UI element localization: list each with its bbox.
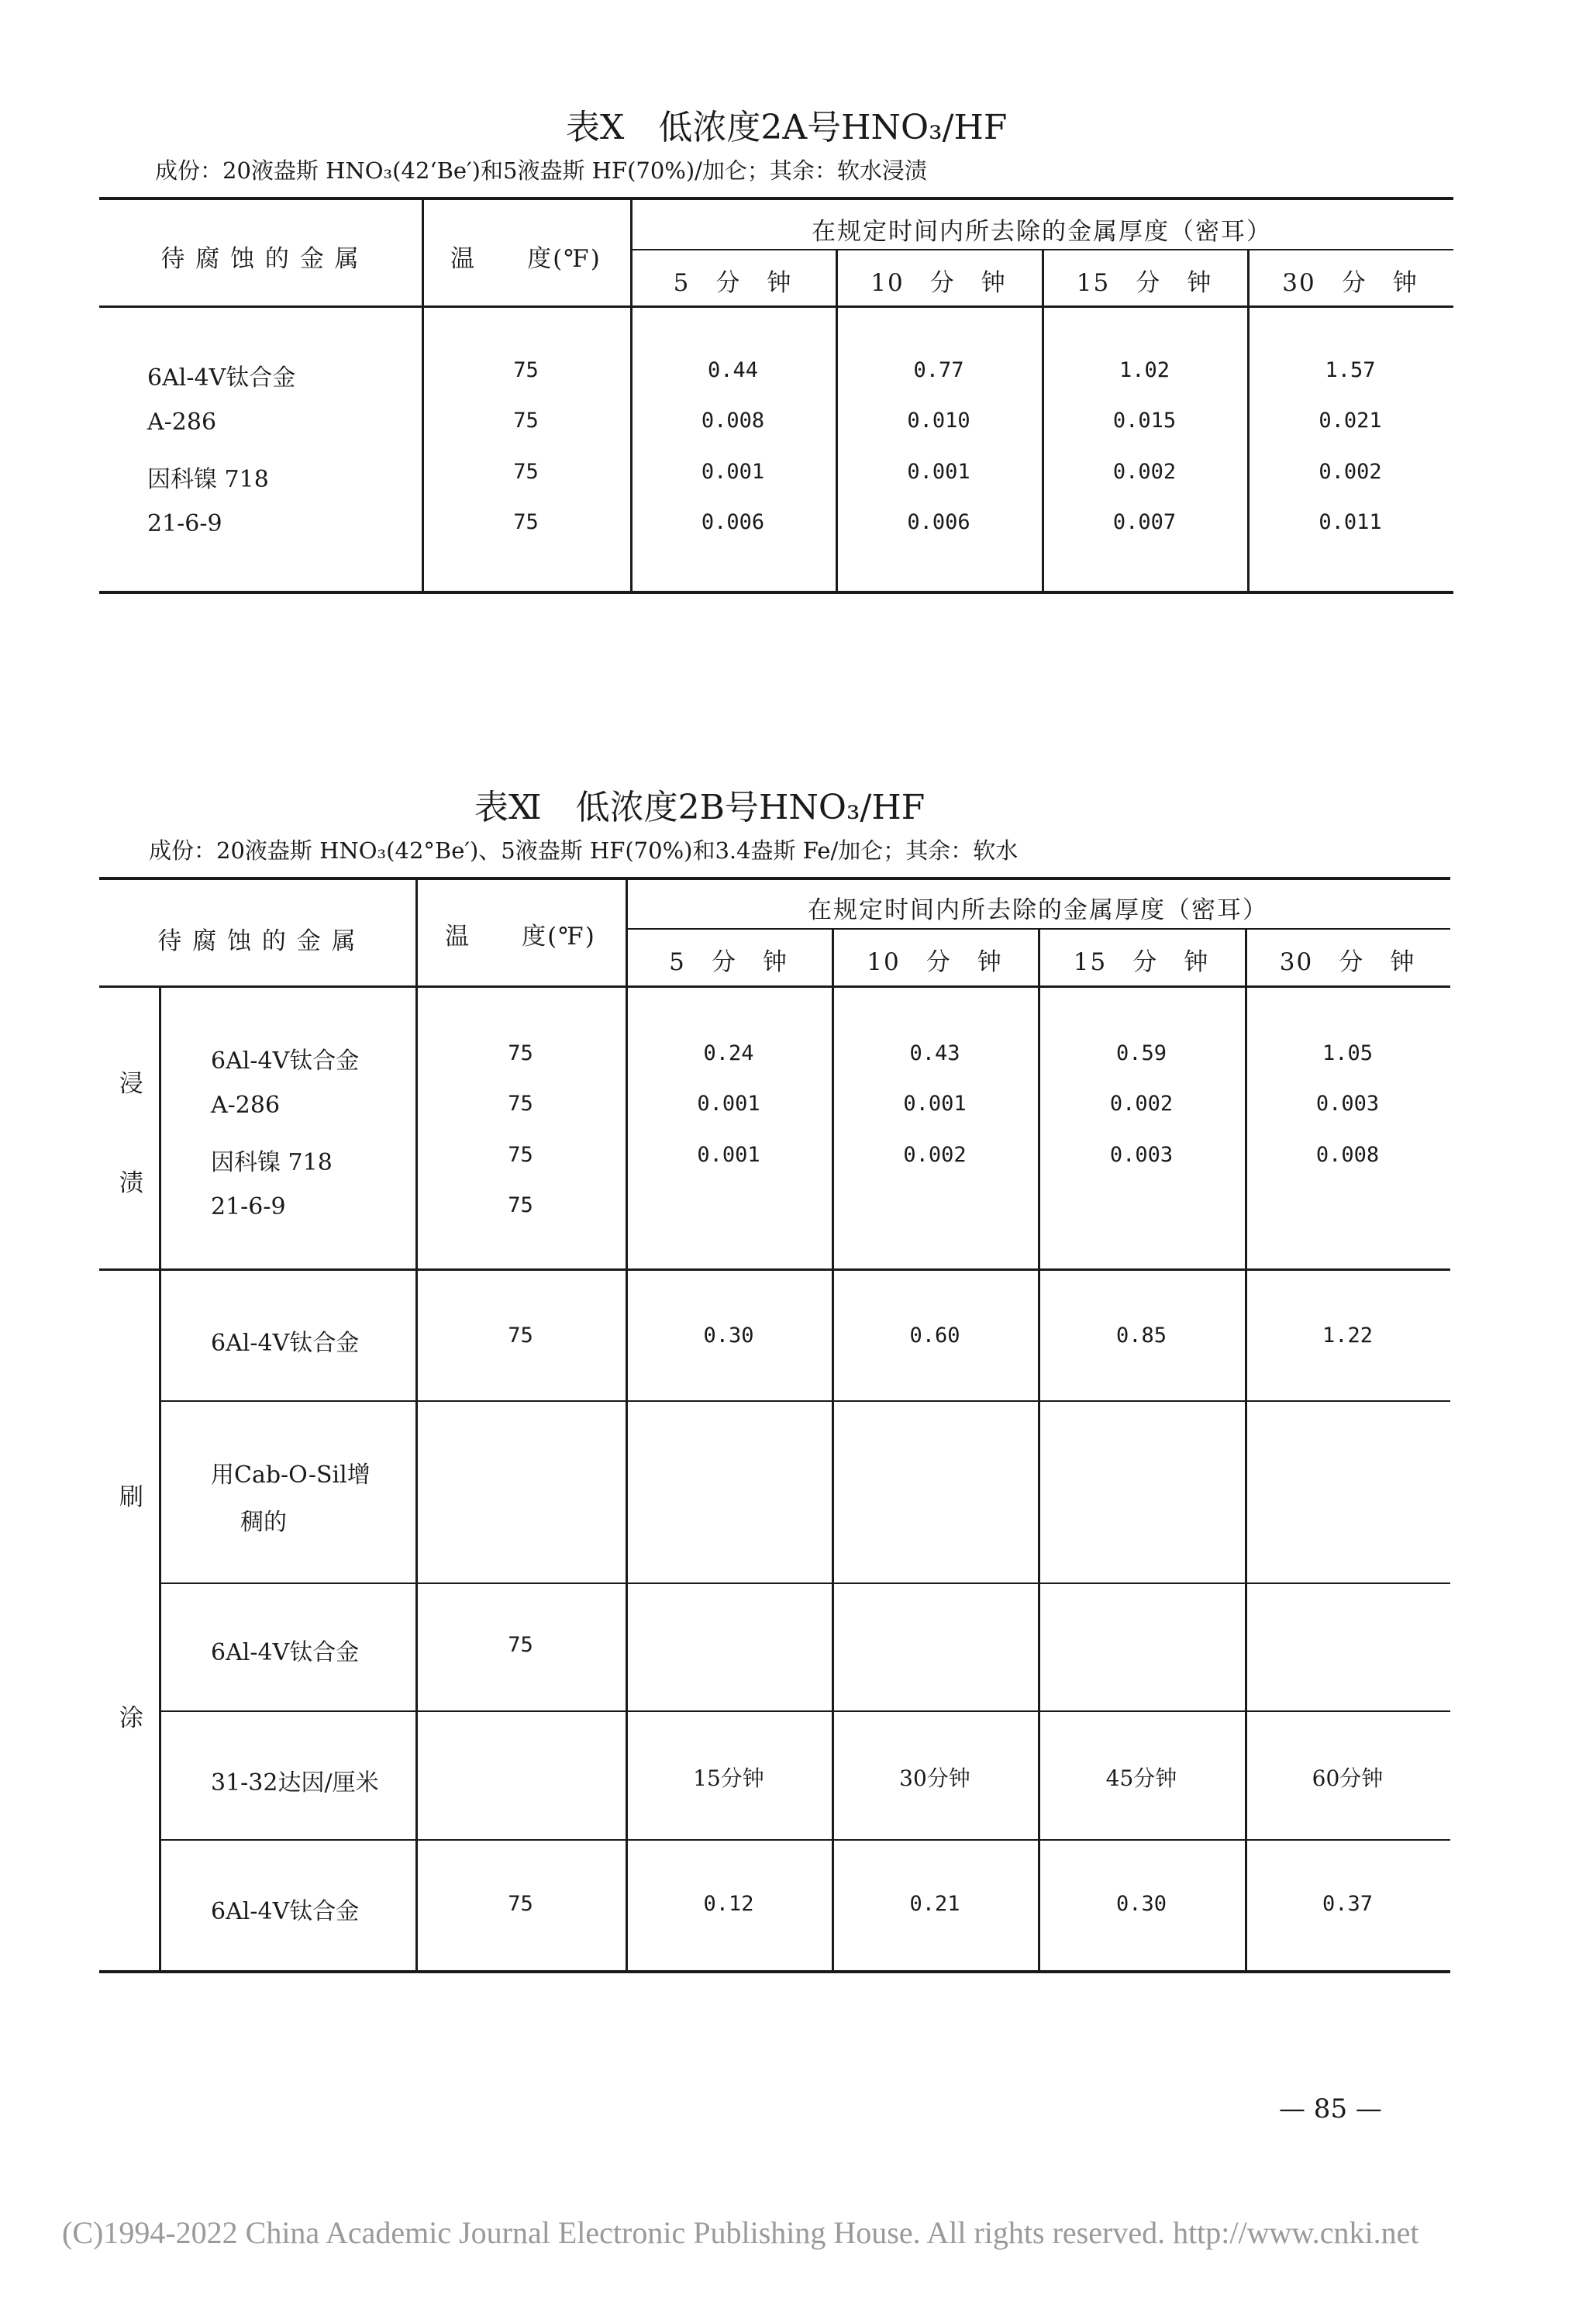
row-value: 0.001 xyxy=(697,1092,760,1116)
thickened-note-line1: 用Cab-O-Sil增 xyxy=(211,1462,371,1489)
row-duration: 15分钟 xyxy=(693,1765,764,1791)
row-value: 0.59 xyxy=(1115,1041,1167,1065)
brush-section-label: 涂 xyxy=(119,1704,143,1732)
table10-header-time: 10 分 钟 xyxy=(870,269,1007,297)
row-value: 0.001 xyxy=(907,460,970,484)
page-number: — 85 — xyxy=(1279,2093,1382,2124)
row-value: 0.77 xyxy=(913,358,964,382)
row-value: 0.021 xyxy=(1319,409,1382,433)
row-value: 0.006 xyxy=(701,510,765,534)
row-value: 0.60 xyxy=(909,1324,960,1348)
table11-header-metal: 待 腐 蚀 的 金 属 xyxy=(157,927,357,955)
row-temperature: 75 xyxy=(513,409,539,433)
row-duration: 30分钟 xyxy=(899,1765,970,1791)
row-value: 0.007 xyxy=(1112,510,1177,534)
table11-col-divider xyxy=(159,988,161,1970)
table10-composition-note: 成份：20液盎斯 HNO₃(42‘Be′)和5液盎斯 HF(70%)/加仑；其余：软水浸渍 xyxy=(155,157,927,184)
table11-header-thickness: 在规定时间内所去除的金属厚度（密耳） xyxy=(808,896,1268,924)
row-value: 0.003 xyxy=(1315,1092,1380,1116)
row-temperature: 75 xyxy=(513,510,539,534)
table10-header-time: 30 分 钟 xyxy=(1282,269,1418,297)
row-value: 0.43 xyxy=(909,1041,960,1065)
table11-header-time: 30 分 钟 xyxy=(1279,948,1416,976)
table10-bottom-rule xyxy=(99,591,1453,594)
row-value: 0.001 xyxy=(701,460,765,484)
row-temperature: 75 xyxy=(508,1092,533,1116)
row-value: 0.24 xyxy=(703,1041,754,1065)
table10-header-time: 5 分 钟 xyxy=(673,269,793,297)
row-metal: 31-32达因/厘米 xyxy=(211,1769,379,1796)
row-value: 0.002 xyxy=(1109,1092,1174,1116)
table10-header-thickness: 在规定时间内所去除的金属厚度（密耳） xyxy=(812,218,1272,246)
row-value: 0.002 xyxy=(1112,460,1177,484)
row-duration: 45分钟 xyxy=(1105,1765,1177,1791)
row-metal: 6Al-4V钛合金 xyxy=(211,1330,360,1357)
row-value: 0.21 xyxy=(909,1892,960,1916)
table11-section-rule xyxy=(99,1268,1450,1271)
row-temperature: 75 xyxy=(508,1633,533,1657)
row-metal: 6Al-4V钛合金 xyxy=(211,1639,360,1666)
row-temperature: 75 xyxy=(508,1143,533,1167)
row-value: 0.001 xyxy=(697,1143,760,1167)
row-temperature: 75 xyxy=(513,460,539,484)
row-metal: 21-6-9 xyxy=(211,1193,286,1220)
row-value: 0.85 xyxy=(1115,1324,1167,1348)
table11-row-rule xyxy=(159,1582,1450,1584)
row-value: 0.006 xyxy=(907,510,970,534)
dip-section-label: 渍 xyxy=(119,1169,143,1197)
row-temperature: 75 xyxy=(508,1324,533,1348)
table10-header-temperature: 温 度(℉) xyxy=(450,245,602,273)
table11-header-time: 15 分 钟 xyxy=(1073,948,1210,976)
row-value: 1.05 xyxy=(1322,1041,1374,1065)
table11-title: 表Ⅺ 低浓度2B号HNO₃/HF xyxy=(474,788,926,827)
row-value: 0.008 xyxy=(1315,1143,1380,1167)
table11-header-rule xyxy=(99,985,1450,988)
table10-header-time: 15 分 钟 xyxy=(1076,269,1213,297)
table11-top-rule xyxy=(99,877,1450,880)
row-value: 0.12 xyxy=(703,1892,754,1916)
table11-col-divider xyxy=(1038,930,1040,1970)
row-value: 1.02 xyxy=(1119,358,1170,382)
row-temperature: 75 xyxy=(508,1892,533,1916)
table10-header-metal: 待 腐 蚀 的 金 属 xyxy=(160,245,360,273)
copyright-footer: (C)1994-2022 China Academic Journal Electronic Publishing House. All rights reserved. http://www.cnki.net xyxy=(62,2215,1419,2250)
row-temperature: 75 xyxy=(508,1041,533,1065)
table11-row-rule xyxy=(159,1400,1450,1402)
table11-row-rule xyxy=(159,1839,1450,1841)
table11-row-rule xyxy=(159,1710,1450,1712)
row-duration: 60分钟 xyxy=(1312,1765,1384,1791)
row-metal: 21-6-9 xyxy=(147,510,222,537)
row-value: 1.57 xyxy=(1325,358,1376,382)
row-metal: A-286 xyxy=(147,409,217,436)
thickened-note-line2: 稠的 xyxy=(240,1509,287,1536)
row-value: 0.011 xyxy=(1319,510,1382,534)
row-value: 1.22 xyxy=(1322,1324,1374,1348)
table10-title: 表X 低浓度2A号HNO₃/HF xyxy=(566,108,1008,147)
row-value: 0.30 xyxy=(703,1324,754,1348)
row-value: 0.002 xyxy=(1319,460,1382,484)
row-metal: 6Al-4V钛合金 xyxy=(147,364,296,392)
row-value: 0.010 xyxy=(907,409,970,433)
row-metal: 因科镍 718 xyxy=(147,466,269,493)
table11-bottom-rule xyxy=(99,1970,1450,1973)
table11-col-divider xyxy=(832,930,834,1970)
row-value: 0.30 xyxy=(1115,1892,1167,1916)
table11-header-temperature: 温 度(℉) xyxy=(445,923,596,951)
table11-composition-note: 成份：20液盎斯 HNO₃(42°Be′)、5液盎斯 HF(70%)和3.4盎斯 Fe/加仑；其余：软水 xyxy=(149,837,1019,864)
row-temperature: 75 xyxy=(508,1193,533,1217)
row-metal: A-286 xyxy=(211,1092,281,1119)
row-metal: 6Al-4V钛合金 xyxy=(211,1898,360,1925)
row-metal: 因科镍 718 xyxy=(211,1149,333,1176)
row-metal: 6Al-4V钛合金 xyxy=(211,1048,360,1075)
table11-header-time: 5 分 钟 xyxy=(669,948,788,976)
table10-top-rule xyxy=(99,197,1453,200)
table10-header-rule xyxy=(99,305,1453,308)
row-value: 0.44 xyxy=(707,358,759,382)
row-temperature: 75 xyxy=(513,358,539,382)
row-value: 0.015 xyxy=(1112,409,1177,433)
row-value: 0.003 xyxy=(1109,1143,1174,1167)
row-value: 0.002 xyxy=(903,1143,967,1167)
row-value: 0.008 xyxy=(701,409,765,433)
table11-header-time: 10 分 钟 xyxy=(867,948,1003,976)
row-value: 0.001 xyxy=(903,1092,967,1116)
dip-section-label: 浸 xyxy=(119,1070,143,1098)
row-value: 0.37 xyxy=(1322,1892,1374,1916)
brush-section-label: 刷 xyxy=(119,1483,143,1511)
table11-col-divider xyxy=(1245,930,1247,1970)
